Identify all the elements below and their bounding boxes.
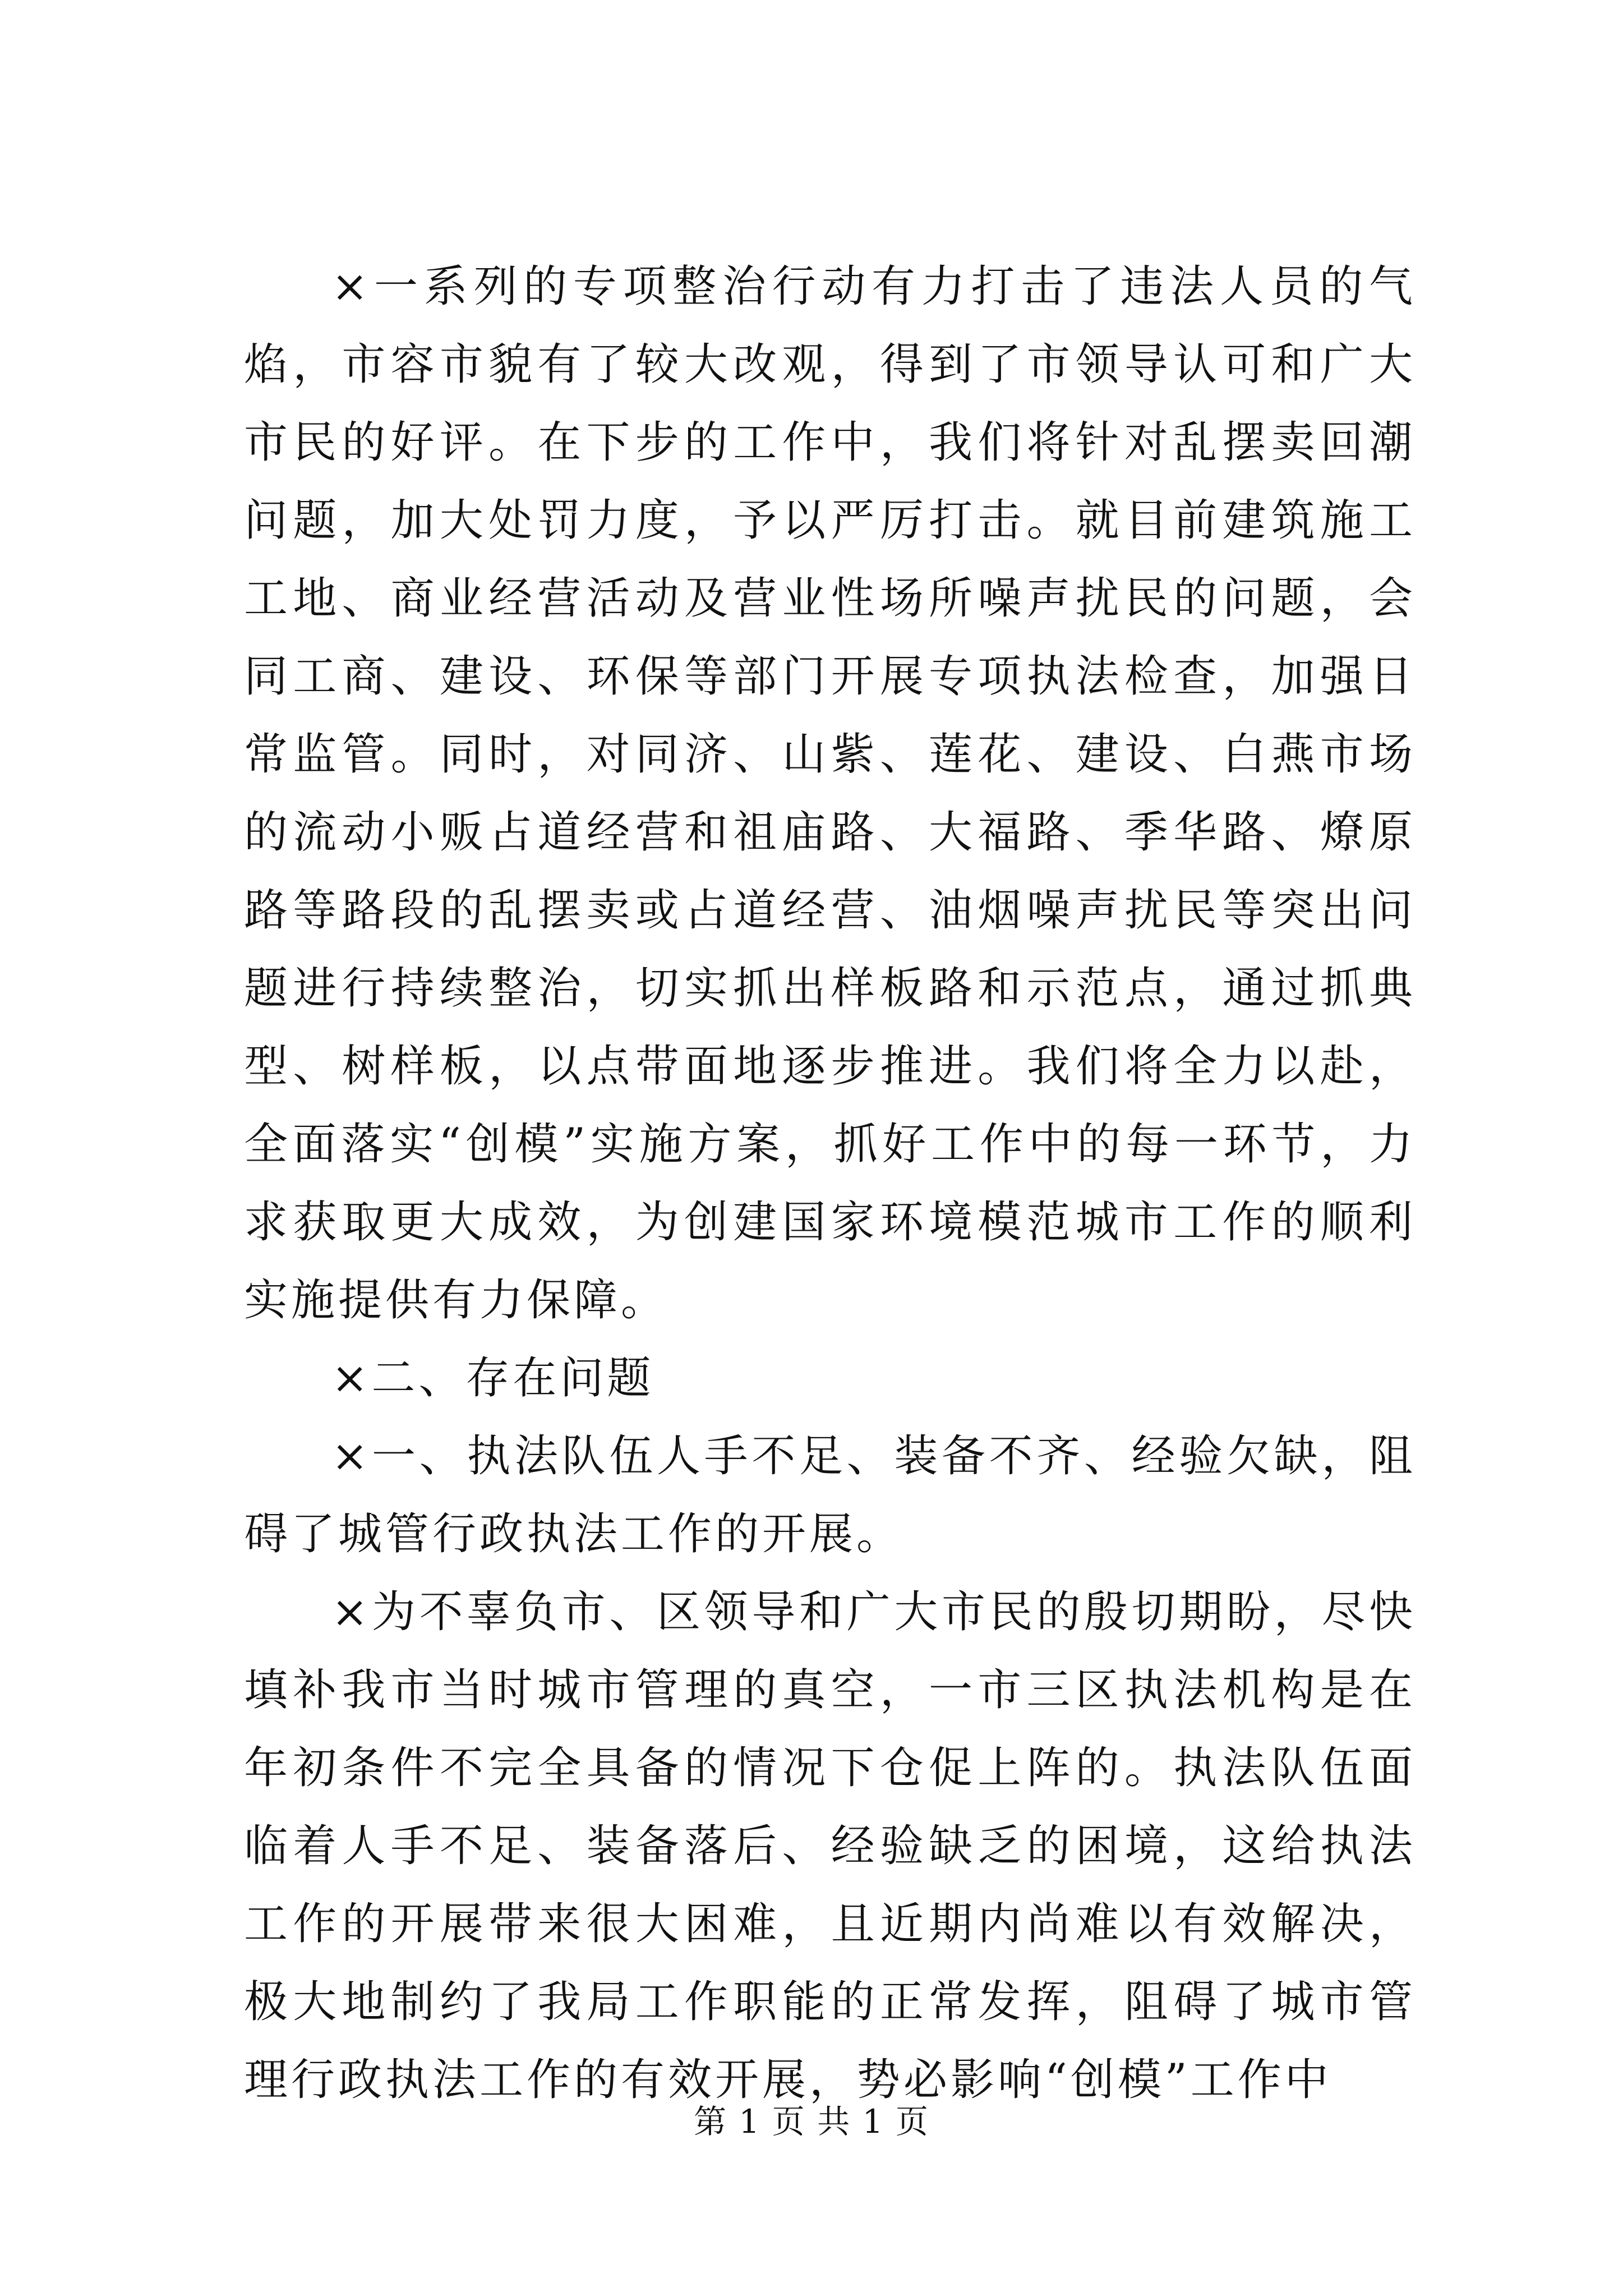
page-footer: 第 1 页 共 1 页	[694, 2102, 929, 2141]
section-heading-problems: ×二、存在问题	[331, 1353, 654, 1404]
paragraph-staff-shortage: ×为不辜负市、区领导和广大市民的殷切期盼，尽快填补我市当时城市管理的真空，一市三区执法机构是在年初条件不完全具备的情况下仓促上阵的。执法队伍面临着人手不足、装备落后、经验缺乏的困境，这给执法工作的开展带来很大困难，且近期内尚难以有效解决，极大地制约了我局工作职能的正常发挥，阻碍了城市管理行政执法工作的有效开展，势必影响“创模”工作中	[244, 1587, 1416, 2105]
subheading-staff-shortage: ×一、执法队伍人手不足、装备不齐、经验欠缺，阻碍了城管行政执法工作的开展。	[244, 1431, 1416, 1559]
paragraph-enforcement-actions: ×一系列的专项整治行动有力打击了违法人员的气焰，市容市貌有了较大改观，得到了市领导认可和广大市民的好评。在下步的工作中，我们将针对乱摆卖回潮问题，加大处罚力度，予以严厉打击。就目前建筑施工工地、商业经营活动及营业性场所噪声扰民的问题，会同工商、建设、环保等部门开展专项执法检查，加强日常监管。同时，对同济、山紫、莲花、建设、白燕市场的流动小贩占道经营和祖庙路、大福路、季华路、燎原路等路段的乱摆卖或占道经营、油烟噪声扰民等突出问题进行持续整治，切实抓出样板路和示范点，通过抓典型、树样板，以点带面地逐步推进。我们将全力以赴，全面落实“创模”实施方案，抓好工作中的每一环节，力求获取更大成效，为创建国家环境模范城市工作的顺利实施提供有力保障。	[244, 261, 1416, 1326]
document-body	[244, 248, 1416, 2119]
